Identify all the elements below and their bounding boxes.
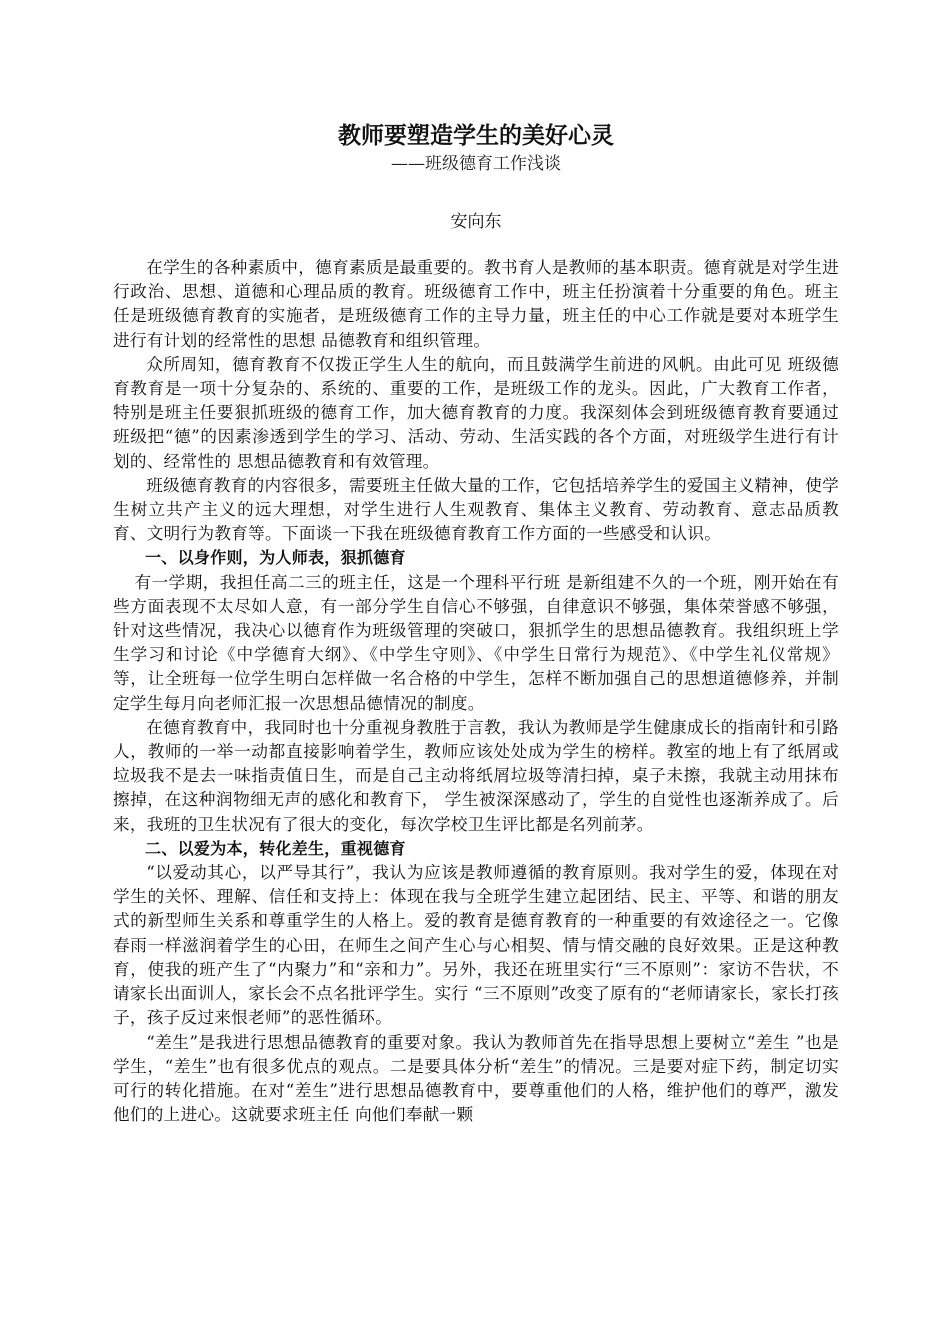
- section-heading: 一、以身作则，为人师表，狠抓德育: [145, 548, 406, 568]
- body-paragraph: 在德育教育中，我同时也十分重视身教胜于言教，我认为教师是学生健康成长的指南针和引路人，教师的一举一动都直接影响着学生，教师应该处处成为学生的榜样。教室的地上有了纸屑或垃圾我不是去一味指责值日生，而是自己主动将纸屑垃圾等清扫掉，桌子未擦，我就主动用抹布擦掉，在这种润物细无声的感化和教育下， 学生被深深感动了，学生的自觉性也逐渐养成了。后来，我班的卫生状况有了很大的变化，每次学校卫生评比都是名列前茅。: [113, 717, 839, 834]
- body-paragraph: 班级德育教育的内容很多，需要班主任做大量的工作，它包括培养学生的爱国主义精神，使学生树立共产主义的远大理想，对学生进行人生观教育、集体主义教育、劳动教育、意志品质教育、文明行为教育等。下面谈一下我在班级德育教育工作方面的一些感受和认识。: [113, 475, 839, 544]
- section-heading: 二、以爱为本，转化差生，重视德育: [145, 838, 406, 858]
- body-paragraph: “以爱动其心，以严导其行”，我认为应该是教师遵循的教育原则。我对学生的爱，体现在对学生的关怀、理解、信任和支持上：体现在我与全班学生建立起团结、民主、平等、和谐的朋友式的新型师生关系和尊重学生的人格上。爱的教育是德育教育的一种重要的有效途径之一。它像春雨一样滋润着学生的心田，在师生之间产生心与心相契、情与情交融的良好效果。正是这种教育，使我的班产生了“内聚力”和“亲和力”。另外，我还在班里实行“三不原则”：家访不告状，不请家长出面训人，家长会不点名批评学生。实行 “三不原则”改变了原有的“老师请家长，家长打孩子，孩子反过来恨老师”的恶性循环。: [113, 863, 839, 1028]
- document-subtitle: ——班级德育工作浅谈: [391, 154, 561, 174]
- body-paragraph: “差生”是我进行思想品德教育的重要对象。我认为教师首先在指导思想上要树立“差生 ”也是学生，“差生”也有很多优点的观点。二是要具体分析“差生”的情况。三是要对症下药，制定切实可行的转化措施。在对“差生”进行思想品德教育中，要尊重他们的人格，维护他们的尊严，激发他们的上进心。这就要求班主任 向他们奉献一颗: [113, 1032, 839, 1125]
- document-body: [113, 256, 839, 1127]
- document-author: 安向东: [450, 212, 502, 232]
- body-paragraph: 众所周知，德育教育不仅拨正学生人生的航向，而且鼓满学生前进的风帆。由此可见 班级德育教育是一项十分复杂的、系统的、重要的工作，是班级工作的龙头。因此，广大教育工作者，特别是班主任要狠抓班级的德育工作，加大德育教育的力度。我深刻体会到班级德育教育要通过班级把“德”的因素渗透到学生的学习、活动、劳动、生活实践的各个方面，对班级学生进行有计划的、经常性的 思想品德教育和有效管理。: [113, 354, 839, 471]
- body-paragraph: 有一学期，我担任高二三的班主任，这是一个理科平行班 是新组建不久的一个班，刚开始在有些方面表现不太尽如人意，有一部分学生自信心不够强，自律意识不够强，集体荣誉感不够强，针对这些情况，我决心以德育作为班级管理的突破口，狠抓学生的思想品德教育。我组织班上学生学习和讨论《中学德育大纲》、《中学生守则》、《中学生日常行为规范》、《中学生礼仪常规》等，让全班每一位学生明白怎样做一名合格的中学生，怎样不断加强自己的思想道德修养，并制定学生每月向老师汇报一次思想品德情况的制度。: [113, 572, 839, 713]
- body-paragraph: 在学生的各种素质中，德育素质是最重要的。教书育人是教师的基本职责。德育就是对学生进行政治、思想、道德和心理品质的教育。班级德育工作中，班主任扮演着十分重要的角色。班主任是班级德育教育的实施者，是班级德育工作的主导力量，班主任的中心工作就是要对本班学生进行有计划的经常性的思想 品德教育和组织管理。: [113, 258, 839, 350]
- document-page: [113, 118, 839, 1127]
- document-title: 教师要塑造学生的美好心灵: [338, 123, 614, 149]
